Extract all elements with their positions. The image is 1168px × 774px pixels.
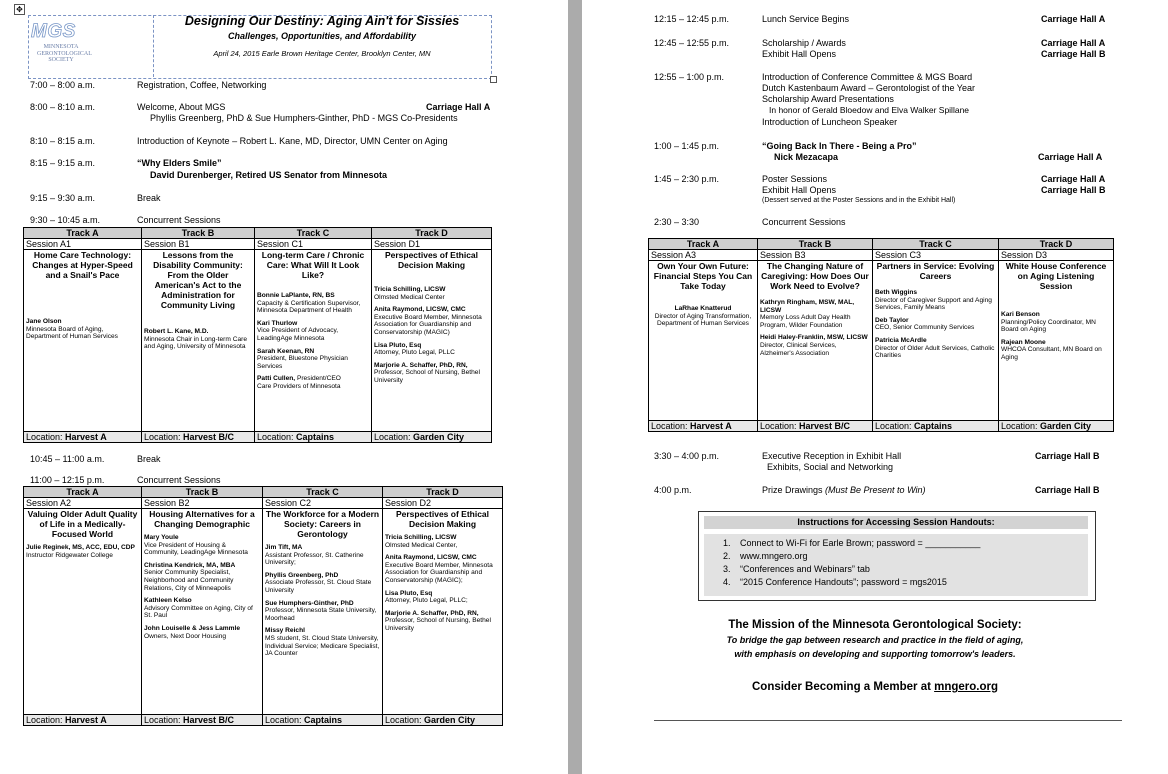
track-header: Track A <box>649 239 758 250</box>
list-item: “2015 Conference Handouts”; password = mgs2015 <box>740 577 947 587</box>
schedule-room: Carriage Hall A <box>1038 152 1103 162</box>
list-item-number: 2. <box>723 551 731 561</box>
speaker-name: Sue Humphers-Ginther, PhD <box>265 599 354 607</box>
location-cell: Location: Harvest A <box>24 715 142 726</box>
location-cell: Location: Harvest B/C <box>758 421 873 432</box>
speaker-name: Tricia Schilling, LICSW <box>385 534 457 541</box>
date-location: April 24, 2015 Earle Brown Heritage Center, Brooklyn Center, MN <box>213 49 431 58</box>
schedule-event: Poster Sessions <box>762 174 828 184</box>
speaker <box>144 625 260 640</box>
speaker-name: Marjorie A. Schaffer, PhD, RN, <box>374 361 468 369</box>
table-move-handle-icon[interactable]: ✥ <box>14 4 25 15</box>
speaker-role: Olmsted Medical Center, <box>385 541 458 549</box>
schedule-time: 2:30 – 3:30 <box>654 217 700 227</box>
speaker <box>651 305 755 328</box>
session-title: Perspectives of Ethical Decision Making <box>384 250 479 270</box>
session-cell <box>999 261 1114 421</box>
speaker <box>257 320 369 343</box>
list-item-number: 4. <box>723 577 731 587</box>
schedule-room: Carriage Hall A <box>1041 174 1106 184</box>
speaker-name: Phyllis Greenberg, PhD <box>265 571 339 579</box>
schedule-event: Break <box>137 193 161 203</box>
session-label: Session A2 <box>24 498 142 509</box>
schedule-event: Concurrent Sessions <box>137 215 221 225</box>
schedule-time: 8:15 – 9:15 a.m. <box>30 158 96 168</box>
speaker-role: Vice President of Housing & Community, LeadingAge Minnesota <box>144 541 248 557</box>
speaker-title: MS, ACC, EDU, CDP <box>72 544 135 551</box>
session-label: Session A1 <box>24 239 142 250</box>
location-cell: Location: Garden City <box>383 715 503 726</box>
speaker <box>265 627 380 657</box>
schedule-room: Carriage Hall A <box>426 102 491 112</box>
speaker <box>1001 339 1111 362</box>
speaker-role: Planning/Policy Coordinator, MN Board on Aging <box>1001 318 1096 334</box>
session-title: Home Care Technology: Changes at Hyper-Speed and a Snail's Pace <box>32 250 133 280</box>
speaker <box>265 572 380 595</box>
speaker-role: Olmsted Medical Center <box>374 293 445 301</box>
session-title: Own Your Own Future: Financial Steps You Can Take Today <box>653 261 753 291</box>
session-label: Session A3 <box>649 250 758 261</box>
luncheon-talk-title: “Going Back In There - Being a Pro” <box>762 141 917 151</box>
schedule-time: 12:45 – 12:55 p.m. <box>654 38 730 48</box>
schedule-event: Exhibit Hall Opens <box>762 185 837 195</box>
mngero-link[interactable]: mngero.org <box>934 681 998 693</box>
session-title: Long-term Care / Chronic Care: What Will It Look Like? <box>261 250 365 280</box>
speaker <box>875 289 996 312</box>
location-room: Harvest B/C <box>183 715 235 725</box>
schedule-event: Exhibit Hall Opens <box>762 49 837 59</box>
track-header: Track C <box>255 228 372 239</box>
schedule-event: Introduction of Luncheon Speaker <box>762 117 898 127</box>
speaker-name: Marjorie A. Schaffer, PhD, RN, <box>385 609 479 617</box>
speaker-title: President/CEO <box>296 375 341 383</box>
speaker-role: Senior Community Specialist, Neighborhood and Community Relations, City of Minneapolis <box>144 569 234 592</box>
speaker-role: Assistant Professor, St. Catherine University; <box>265 551 364 567</box>
schedule-time: 3:30 – 4:00 p.m. <box>654 451 720 461</box>
schedule-event: Introduction of Keynote – Robert L. Kane, MD, Director, UMN Center on Aging <box>137 136 448 146</box>
speaker-role: Vice President of Advocacy, LeadingAge Minnesota <box>257 327 339 342</box>
session-title: The Workforce for a Modern Society: Careers in Gerontology <box>265 509 380 539</box>
track-header: Track C <box>873 239 999 250</box>
schedule-note: (Must Be Present to Win) <box>825 485 926 495</box>
session-cell <box>383 509 503 715</box>
location-room: Harvest B/C <box>799 421 851 431</box>
location-cell: Location: Captains <box>873 421 999 432</box>
speaker-name: Kathleen Kelso <box>144 597 192 605</box>
session-title: Perspectives of Ethical Decision Making <box>395 509 490 529</box>
schedule-room: Carriage Hall A <box>1041 38 1106 48</box>
location-room: Captains <box>296 432 335 442</box>
session-label: Session D2 <box>383 498 503 509</box>
track-header: Track B <box>142 487 263 498</box>
sessions-table-3 <box>648 238 1114 432</box>
session-label: Session D1 <box>372 239 492 250</box>
session-cell <box>649 261 758 421</box>
keynote-title: “Why Elders Smile” <box>137 158 222 168</box>
logo-abbr: MGS <box>31 21 76 42</box>
page-subtitle: Challenges, Opportunities, and Affordability <box>227 31 416 41</box>
speaker-name: Mary Youle <box>144 534 179 541</box>
schedule-time: 1:45 – 2:30 p.m. <box>654 174 720 184</box>
session-title: Lessons from the Disability Community: From the Older American's Act to the Administration for Community Living <box>153 250 243 310</box>
speaker <box>144 562 260 592</box>
header-divider <box>153 15 154 77</box>
schedule-time: 10:45 – 11:00 a.m. <box>30 454 105 464</box>
location-cell: Location: Harvest A <box>24 432 142 443</box>
speaker-name: Beth Wiggins <box>875 289 918 296</box>
mission-line: To bridge the gap between research and practice in the field of aging, <box>726 635 1024 645</box>
sessions-table-1 <box>23 227 492 443</box>
speaker-name: Sarah Keenan, RN <box>257 347 315 355</box>
page-right <box>582 0 1168 774</box>
luncheon-speaker: Nick Mezacapa <box>774 152 839 162</box>
speaker-role: Attorney, Pluto Legal, PLLC; <box>385 597 468 605</box>
schedule-time: 12:55 – 1:00 p.m. <box>654 72 725 82</box>
speaker-role: Professor, Minnesota State University, Moorhead <box>265 607 377 622</box>
location-room: Captains <box>304 715 343 725</box>
table-resize-handle-icon[interactable] <box>490 76 497 83</box>
location-cell: Location: Harvest A <box>649 421 758 432</box>
schedule-event: Scholarship Award Presentations <box>762 94 894 104</box>
track-header: Track D <box>372 228 492 239</box>
location-cell: Location: Harvest B/C <box>142 432 255 443</box>
speaker-role: WHCOA Consultant, MN Board on Aging <box>1001 346 1102 361</box>
speaker-role: Care Providers of Minnesota <box>257 382 341 390</box>
speaker-name: Rajean Moone <box>1001 338 1046 346</box>
speaker-name: Jane Olson <box>26 318 62 325</box>
location-room: Garden City <box>413 432 465 442</box>
speaker-role: Director of Caregiver Support and Aging Services, Family Means <box>875 296 992 312</box>
speaker-role: Capacity & Certification Supervisor, Minnesota Department of Health <box>257 299 361 315</box>
speaker-name: LaRhae Knatterud <box>674 305 732 312</box>
page-title: Designing Our Destiny: Aging Ain't for Sissies <box>184 14 460 28</box>
session-label: Session C2 <box>263 498 383 509</box>
speaker-role: Attorney, Pluto Legal, PLLC <box>374 349 455 357</box>
speaker-name: Robert L. Kane, M.D. <box>144 328 209 335</box>
session-title: White House Conference on Aging Listening Session <box>1005 261 1107 291</box>
location-room: Harvest B/C <box>183 432 235 442</box>
speaker-name: Kari Benson <box>1001 311 1040 318</box>
speaker-name: Heidi Haley-Franklin, MSW, LICSW <box>760 334 868 342</box>
session-label: Session D3 <box>999 250 1114 261</box>
schedule-event: Dutch Kastenbaum Award – Gerontologist of the Year <box>762 83 975 93</box>
speaker <box>26 318 139 341</box>
track-header: Track B <box>142 228 255 239</box>
schedule-time: 8:00 – 8:10 a.m. <box>30 102 96 112</box>
session-cell <box>758 261 873 421</box>
speaker-name: Jim Tift, MA <box>265 544 303 551</box>
speaker-role: Associate Professor, St. Cloud State University <box>265 579 372 594</box>
track-header: Track A <box>24 487 142 498</box>
schedule-time: 7:00 – 8:00 a.m. <box>30 80 96 90</box>
location-cell: Location: Garden City <box>999 421 1114 432</box>
speaker-role: Director of Aging Transformation, Department of Human Services <box>654 312 752 328</box>
speaker <box>26 544 139 559</box>
session-cell <box>255 250 372 432</box>
speaker <box>760 299 870 329</box>
location-room: Harvest A <box>65 715 107 725</box>
speaker <box>144 597 260 620</box>
track-header: Track C <box>263 487 383 498</box>
schedule-room: Carriage Hall B <box>1035 451 1100 461</box>
speaker <box>265 600 380 623</box>
schedule-event: Scholarship / Awards <box>762 38 846 48</box>
speaker-name: John Louiselle & Jess Lammle <box>144 624 241 632</box>
speaker-role: Instructor Ridgewater College <box>26 551 113 559</box>
speaker <box>385 610 500 633</box>
speaker-role: Owners, Next Door Housing <box>144 632 227 640</box>
speaker-name: Tricia Schilling, LICSW <box>374 286 446 293</box>
schedule-event: Break <box>137 454 161 464</box>
location-room: Harvest A <box>690 421 732 431</box>
speaker-name: Lisa Pluto, Esq <box>385 589 433 597</box>
track-header: Track D <box>999 239 1114 250</box>
logo-line-1: MINNESOTA <box>43 44 79 50</box>
schedule-event: Welcome, About MGS <box>137 102 226 112</box>
speaker-role: Professor, School of Nursing, Bethel University <box>374 369 480 384</box>
speaker <box>374 286 489 301</box>
schedule-time: 11:00 – 12:15 p.m. <box>30 475 105 485</box>
location-cell: Location: Captains <box>255 432 372 443</box>
speaker-role: Director, Clinical Services, Alzheimer's Association <box>760 341 837 357</box>
schedule-event: Concurrent Sessions <box>137 475 221 485</box>
session-label: Session B2 <box>142 498 263 509</box>
speaker-name: Kari Thurlow <box>257 319 298 327</box>
schedule-time: 9:15 – 9:30 a.m. <box>30 193 96 203</box>
divider <box>654 720 1122 721</box>
session-label: Session B3 <box>758 250 873 261</box>
location-room: Captains <box>914 421 953 431</box>
schedule-time: 9:30 – 10:45 a.m. <box>30 215 101 225</box>
speaker-role: Minnesota Board of Aging, Department of Human Services <box>26 325 118 341</box>
speaker <box>257 375 369 390</box>
logo-subtitle <box>37 44 92 64</box>
session-label: Session C1 <box>255 239 372 250</box>
speaker <box>374 362 489 385</box>
session-label: Session B1 <box>142 239 255 250</box>
logo-line-2: GERONTOLOGICAL <box>37 50 92 57</box>
schedule-event: Prize Drawings (Must Be Present to Win) <box>762 485 926 495</box>
speaker-role: Executive Board Member, Minnesota Association for Guardianship and Conservatorship (MAGIC) <box>374 313 482 336</box>
speaker-name: Anita Raymond, LICSW, CMC <box>374 306 466 314</box>
speaker-name: Missy Reichl <box>265 627 305 635</box>
speaker <box>1001 311 1111 334</box>
speaker-name: Patricia McArdle <box>875 336 927 344</box>
schedule-time: 12:15 – 12:45 p.m. <box>654 14 730 24</box>
speaker <box>374 306 489 336</box>
speaker <box>385 534 500 549</box>
session-label: Session C3 <box>873 250 999 261</box>
track-header: Track B <box>758 239 873 250</box>
speaker-name: Lisa Pluto, Esq <box>374 341 422 349</box>
session-cell <box>24 250 142 432</box>
speaker-role: Memory Loss Adult Day Health Program, Wilder Foundation <box>760 314 851 329</box>
speaker-role: President, Bluestone Physician Services <box>257 355 348 370</box>
session-cell <box>142 509 263 715</box>
schedule-room: Carriage Hall B <box>1041 49 1106 59</box>
track-header: Track D <box>383 487 503 498</box>
keynote-speaker: David Durenberger, Retired US Senator from Minnesota <box>150 170 388 180</box>
session-cell <box>24 509 142 715</box>
location-room: Garden City <box>1040 421 1092 431</box>
speaker-name: Anita Raymond, LICSW, CMC <box>385 554 477 562</box>
schedule-room: Carriage Hall B <box>1041 185 1106 195</box>
location-room: Harvest A <box>65 432 107 442</box>
schedule-event: In honor of Gerald Bloedow and Elva Walker Spillane <box>769 105 970 115</box>
session-title: Housing Alternatives for a Changing Demographic <box>149 509 255 529</box>
speaker-name: Kathryn Ringham, MSW, MAL, LICSW <box>760 299 855 314</box>
speaker-role: Executive Board Member, Minnesota Association for Guardianship and Conservatorship (MAGIC); <box>385 561 493 584</box>
speaker <box>144 534 260 557</box>
schedule-room: Carriage Hall A <box>1041 14 1106 24</box>
speaker <box>144 328 252 351</box>
logo-line-3: SOCIETY <box>48 57 74 63</box>
session-title: Partners in Service: Evolving Careers <box>876 261 995 281</box>
speaker <box>385 554 500 584</box>
page-left <box>0 0 568 774</box>
speaker <box>265 544 380 567</box>
speaker-role: MS student, St. Cloud State University, Individual Service; Medicare Specialist, JA Counter <box>265 634 380 658</box>
session-title: Valuing Older Adult Quality of Life in a Medically-Focused World <box>27 509 138 539</box>
speaker <box>875 337 996 360</box>
location-cell: Location: Garden City <box>372 432 492 443</box>
instructions-heading: Instructions for Accessing Session Handouts: <box>704 516 1088 529</box>
schedule-time: 4:00 p.m. <box>654 485 692 495</box>
membership-callout: Consider Becoming a Member at mngero.org <box>751 681 998 693</box>
speaker <box>385 590 500 605</box>
speaker-role: Minnesota Chair in Long-term Care and Aging, University of Minnesota <box>144 335 247 351</box>
speaker-role: Advisory Committee on Aging, City of St. Paul <box>144 604 253 620</box>
schedule-event: Executive Reception in Exhibit Hall <box>762 451 902 461</box>
location-cell: Location: Captains <box>263 715 383 726</box>
speaker-role: Director of Older Adult Services, Catholic Charities <box>875 344 995 360</box>
session-cell <box>263 509 383 715</box>
list-item-number: 3. <box>723 564 731 574</box>
track-header: Track A <box>24 228 142 239</box>
speaker <box>257 292 369 315</box>
speaker-name: Julie Reginek, <box>26 544 73 551</box>
schedule-time: 1:00 – 1:45 p.m. <box>654 141 720 151</box>
sessions-table-2 <box>23 486 503 726</box>
speaker-name: Bonnie LaPlante, RN, BS <box>257 292 335 299</box>
list-item: “Conferences and Webinars” tab <box>740 564 870 574</box>
list-item-number: 1. <box>723 538 731 548</box>
location-room: Garden City <box>424 715 476 725</box>
schedule-detail: Phyllis Greenberg, PhD & Sue Humphers-Ginther, PhD - MGS Co-Presidents <box>150 113 458 123</box>
schedule-event: Concurrent Sessions <box>762 217 846 227</box>
list-item: www.mngero.org <box>740 551 808 561</box>
schedule-event: Lunch Service Begins <box>762 14 850 24</box>
speaker-role: CEO, Senior Community Services <box>875 324 975 332</box>
schedule-time: 8:10 – 8:15 a.m. <box>30 136 96 146</box>
session-cell <box>372 250 492 432</box>
speaker <box>875 317 996 332</box>
schedule-note: (Dessert served at the Poster Sessions and in the Exhibit Hall) <box>762 197 956 204</box>
mission-title: The Mission of the Minnesota Gerontological Society: <box>728 619 1022 631</box>
speaker <box>760 334 870 357</box>
speaker-name: Christina Kendrick, MA, MBA <box>144 561 236 569</box>
schedule-event: Registration, Coffee, Networking <box>137 80 267 90</box>
session-title: The Changing Nature of Caregiving: How Does Our Work Need to Evolve? <box>761 261 869 291</box>
schedule-detail: Exhibits, Social and Networking <box>767 462 894 472</box>
location-cell: Location: Harvest B/C <box>142 715 263 726</box>
mission-line: with emphasis on developing and supporting tomorrow's leaders. <box>734 649 1016 659</box>
session-cell <box>142 250 255 432</box>
speaker-role: Professor, School of Nursing, Bethel University <box>385 617 491 632</box>
schedule-room: Carriage Hall B <box>1035 485 1100 495</box>
speaker <box>257 348 369 371</box>
speaker-name: Patti Cullen, <box>257 375 297 383</box>
session-cell <box>873 261 999 421</box>
speaker-name: Deb Taylor <box>875 316 909 324</box>
schedule-event: Introduction of Conference Committee & MGS Board <box>762 72 973 82</box>
speaker <box>374 342 489 357</box>
list-item: Connect to Wi-Fi for Earle Brown; password = ___________ <box>740 538 981 548</box>
